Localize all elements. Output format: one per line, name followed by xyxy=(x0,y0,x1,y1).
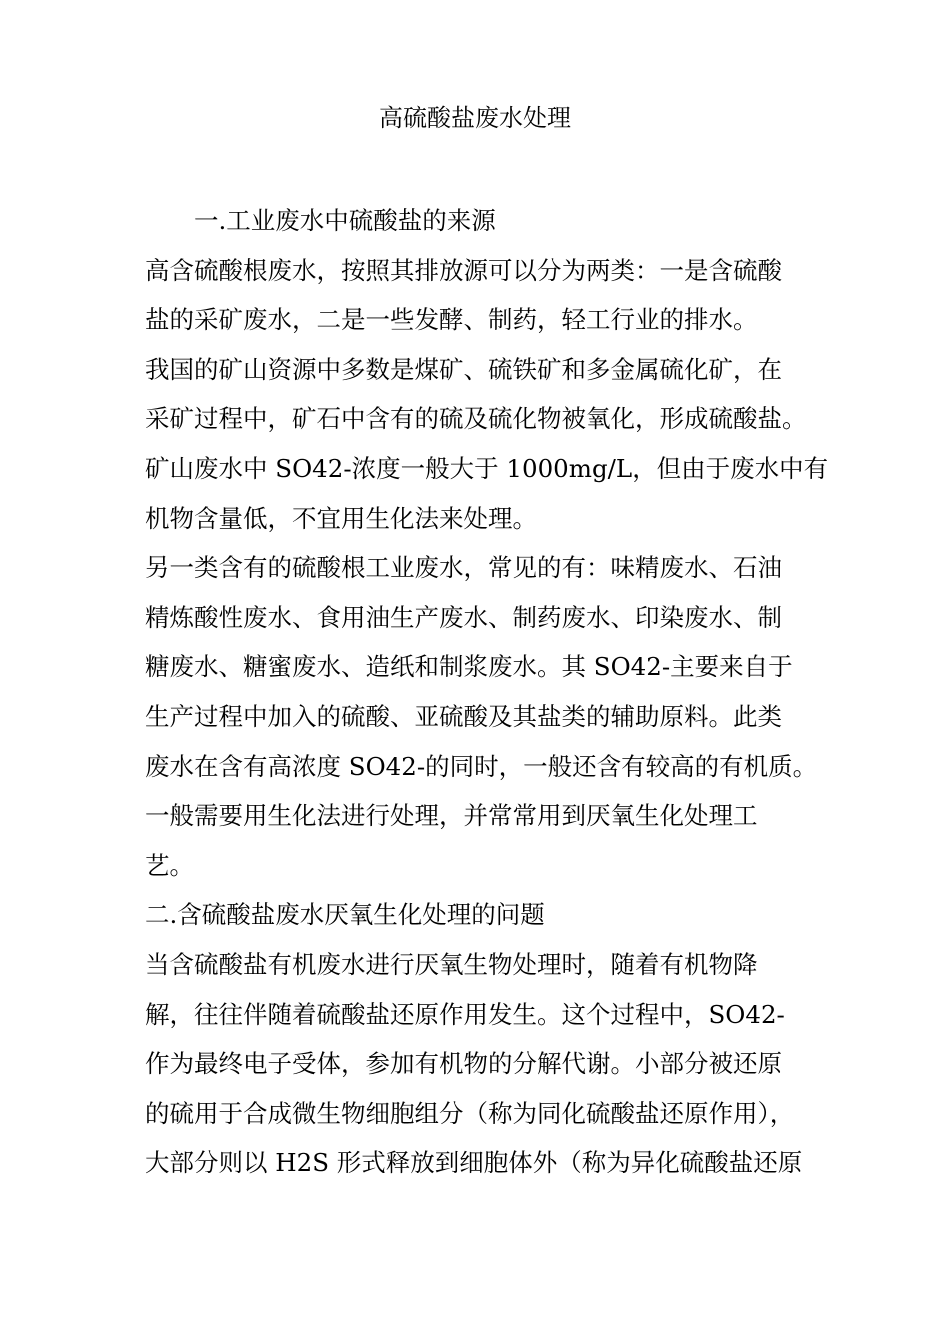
paragraph-line: 的硫用于合成微生物细胞组分（称为同化硫酸盐还原作用）， xyxy=(145,1098,795,1128)
paragraph-line: 矿山废水中 SO42-浓度一般大于 1000mg/L，但由于废水中有 xyxy=(145,453,829,483)
paragraph-line: 一般需要用生化法进行处理，并常常用到厌氧生化处理工 xyxy=(145,801,758,831)
paragraph-line: 盐的采矿废水，二是一些发酵、制药，轻工行业的排水。 xyxy=(145,305,758,335)
paragraph-line: 大部分则以 H2S 形式释放到细胞体外（称为异化硫酸盐还原 xyxy=(145,1148,803,1178)
document-title: 高硫酸盐废水处理 xyxy=(379,104,571,132)
paragraph-line: 精炼酸性废水、食用油生产废水、制药废水、印染废水、制 xyxy=(145,602,782,632)
paragraph-line: 当含硫酸盐有机废水进行厌氧生物处理时，随着有机物降 xyxy=(145,949,758,979)
paragraph-line: 生产过程中加入的硫酸、亚硫酸及其盐类的辅助原料。此类 xyxy=(145,701,782,731)
paragraph-line: 糖废水、糖蜜废水、造纸和制浆废水。其 SO42-主要来自于 xyxy=(145,652,793,682)
paragraph-line: 废水在含有高浓度 SO42-的同时，一般还含有较高的有机质。 xyxy=(145,751,818,781)
section-heading-1: 一.工业废水中硫酸盐的来源 xyxy=(194,206,496,235)
paragraph-line: 我国的矿山资源中多数是煤矿、硫铁矿和多金属硫化矿，在 xyxy=(145,354,782,384)
paragraph-line: 采矿过程中，矿石中含有的硫及硫化物被氧化，形成硫酸盐。 xyxy=(145,404,807,434)
section-heading-2: 二.含硫酸盐废水厌氧生化处理的问题 xyxy=(145,900,545,930)
document-body xyxy=(145,196,829,1188)
paragraph-line: 艺。 xyxy=(145,850,194,880)
paragraph-line: 另一类含有的硫酸根工业废水，常见的有：味精废水、石油 xyxy=(145,553,782,583)
paragraph-line: 解，往往伴随着硫酸盐还原作用发生。这个过程中，SO42- xyxy=(145,999,785,1029)
paragraph-line: 机物含量低，不宜用生化法来处理。 xyxy=(145,503,537,533)
paragraph-line: 作为最终电子受体，参加有机物的分解代谢。小部分被还原 xyxy=(145,1049,782,1079)
paragraph-line: 高含硫酸根废水，按照其排放源可以分为两类：一是含硫酸 xyxy=(145,255,782,285)
